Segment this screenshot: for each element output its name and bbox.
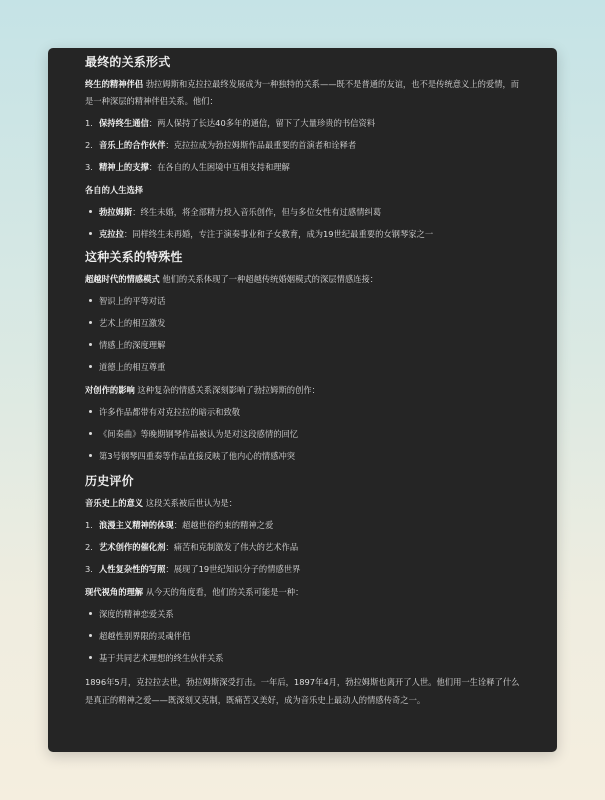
list-item: 2. 艺术创作的催化剂：痛苦和克制激发了伟大的艺术作品: [85, 542, 299, 552]
bullet-icon: [89, 454, 92, 457]
list-item: 艺术上的相互激发: [85, 316, 527, 330]
bullet-list-life-choices: [85, 205, 527, 241]
list-item: 克拉拉：同样终生未再婚，专注于演奏事业和子女教育，成为19世纪最重要的女钢琴家之一: [85, 227, 527, 241]
list-item: 勃拉姆斯：终生未婚，将全部精力投入音乐创作，但与多位女性有过感情纠葛: [85, 205, 527, 219]
paragraph-lifelong-companion: 终生的精神伴侣 勃拉姆斯和克拉拉最终发展成为一种独特的关系——既不是普通的友谊，也不是传统意义上的爱情，而是一种深层的精神伴侣关系。他们：: [85, 79, 520, 106]
bullet-icon: [89, 299, 92, 302]
paragraph-creative-influence: 对创作的影响 这种复杂的情感关系深刻影响了勃拉姆斯的创作：: [85, 385, 320, 395]
list-item: 基于共同艺术理想的终生伙伴关系: [85, 651, 527, 665]
list-item: 3. 精神上的支撑：在各自的人生困境中互相支持和理解: [85, 162, 290, 172]
bullet-icon: [89, 232, 92, 235]
section-heading-final-relationship: 最终的关系形式: [85, 55, 171, 69]
bullet-icon: [89, 656, 92, 659]
list-item: 深度的精神恋爱关系: [85, 607, 527, 621]
list-item: 《间奏曲》等晚期钢琴作品被认为是对这段感情的回忆: [85, 427, 527, 441]
section-heading-uniqueness: 这种关系的特殊性: [85, 250, 183, 264]
bullet-list-works: [85, 405, 527, 463]
list-item: 超越性别界限的灵魂伴侣: [85, 629, 527, 643]
chat-response-card: [48, 48, 557, 752]
paragraph-modern-view: 现代视角的理解 从今天的角度看，他们的关系可能是一种：: [85, 587, 304, 597]
bullet-icon: [89, 410, 92, 413]
paragraph-emotional-model: 超越时代的情感模式 他们的关系体现了一种超越传统婚姻模式的深层情感连接：: [85, 274, 379, 284]
list-item: 道德上的相互尊重: [85, 360, 527, 374]
bullet-icon: [89, 321, 92, 324]
bullet-icon: [89, 612, 92, 615]
list-item: 情感上的深度理解: [85, 338, 527, 352]
bold-label: 终生的精神伴侣: [85, 79, 144, 89]
paragraph-music-history: 音乐史上的意义 这段关系被后世认为是：: [85, 498, 237, 508]
section-heading-historical-evaluation: 历史评价: [85, 474, 134, 488]
list-item: 第3号钢琴四重奏等作品直接反映了他内心的情感冲突: [85, 449, 527, 463]
bullet-icon: [89, 343, 92, 346]
bullet-icon: [89, 432, 92, 435]
list-item: 智识上的平等对话: [85, 294, 527, 308]
bullet-list-connections: [85, 294, 527, 374]
list-item: 2. 音乐上的合作伙伴：克拉拉成为勃拉姆斯作品最重要的首演者和诠释者: [85, 140, 357, 150]
list-item: 许多作品都带有对克拉拉的暗示和致敬: [85, 405, 527, 419]
bullet-icon: [89, 365, 92, 368]
bullet-icon: [89, 210, 92, 213]
list-item: 1. 保持终生通信：两人保持了长达40多年的通信，留下了大量珍贵的书信资料: [85, 118, 376, 128]
subheading-life-choices: 各自的人生选择: [85, 185, 144, 195]
ordered-list-relationship: [85, 116, 527, 174]
paragraph-closing: 1896年5月，克拉拉去世，勃拉姆斯深受打击。一年后，1897年4月，勃拉姆斯也离开了人世。他们用一生诠释了什么是真正的精神之爱——既深刻又克制，既痛苦又美好，成为音乐史上最动人的情感传奇之一。: [85, 677, 520, 705]
bullet-list-modern-view: [85, 607, 527, 665]
ordered-list-significance: [85, 518, 527, 576]
list-item: 1. 浪漫主义精神的体现：超越世俗约束的精神之爱: [85, 520, 274, 530]
bullet-icon: [89, 634, 92, 637]
list-item: 3. 人性复杂性的写照：展现了19世纪知识分子的情感世界: [85, 564, 301, 574]
